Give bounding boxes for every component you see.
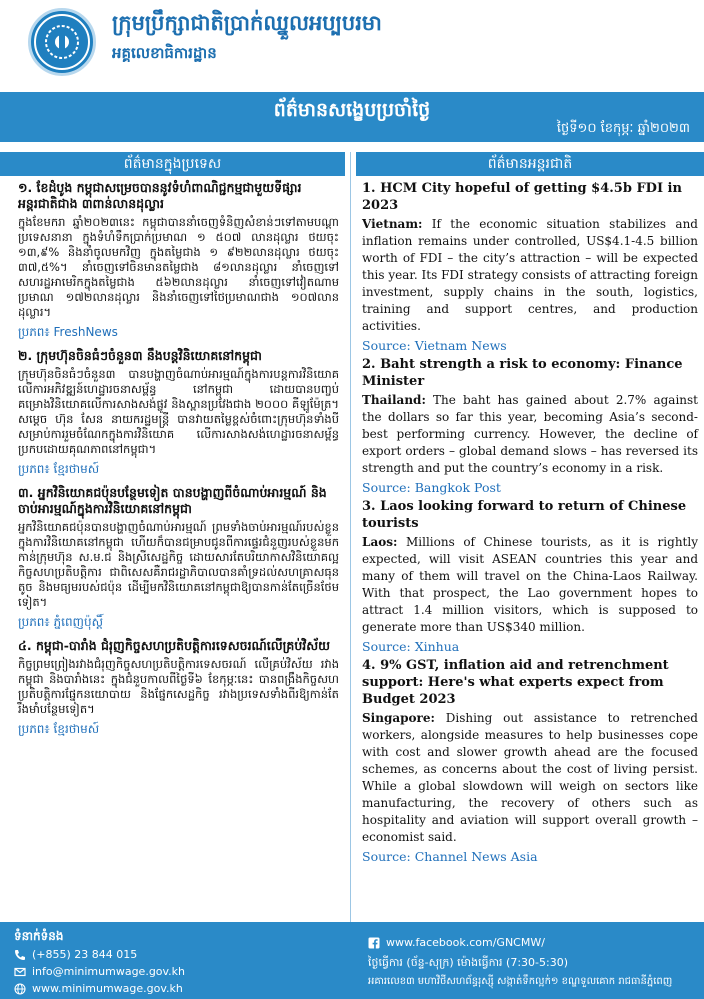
article-country: Laos: — [362, 535, 398, 549]
domestic-news-heading: ព័ត៌មានក្នុងប្រទេស — [0, 152, 345, 176]
article-text: If the economic situation stabilizes and inflation remains under controlled, US$4.1-4.5 billion worth of FDI – the city’s attraction – will be expected this year. Its FDI strategy consists of attracting foreign investment, supply chains in the south, logistics, training and support centres, and production activities. — [362, 217, 698, 333]
article-country: Thailand: — [362, 393, 426, 407]
phone-number: (+855) 23 844 015 — [32, 948, 138, 961]
organization-subtitle: អគ្គលេខាធិការដ្ឋាន — [112, 44, 217, 62]
article-body — [356, 710, 704, 846]
website-url: www.minimumwage.gov.kh — [32, 982, 183, 995]
column-divider — [350, 152, 351, 922]
office-address: អគារលេខ៣ មហាវិថីសហព័ន្ធរុស្ស៊ី សង្កាត់ទឹកល្អក់១ ខណ្ឌទួលគោក រាជធានីភ្នំពេញ — [368, 976, 673, 987]
international-article — [356, 498, 704, 654]
article-body — [356, 216, 704, 335]
article-body — [356, 392, 704, 477]
international-news-column — [356, 152, 704, 867]
article-source-link[interactable]: ប្រភព៖ FreshNews — [18, 325, 118, 339]
article-source-link[interactable]: Source: Xinhua — [362, 639, 460, 654]
article-title: 1. HCM City hopeful of getting $4.5b FDI in 2023 — [362, 181, 682, 213]
international-news-heading: ព័ត៌មានអន្តរជាតិ — [356, 152, 704, 176]
article-title: 3. Laos looking forward to return of Chinese tourists — [362, 499, 687, 531]
email-line[interactable] — [14, 965, 185, 978]
email-icon — [14, 966, 26, 978]
office-hours: ថ្ងៃធ្វើការ (ច័ន្ទ-សុក្រ) ម៉ោងធ្វើការ (7:30-5:30) — [368, 956, 568, 969]
article-source-link[interactable]: ប្រភព៖ ភ្នំពេញប៉ុស្តិ៍ — [18, 615, 104, 629]
article-source-link[interactable]: Source: Vietnam News — [362, 338, 507, 353]
international-article — [356, 180, 704, 353]
email-address: info@minimumwage.gov.kh — [32, 965, 186, 978]
article-source-link[interactable]: Source: Channel News Asia — [362, 849, 538, 864]
domestic-article — [0, 180, 345, 342]
article-title: ២. ក្រុមហ៊ុនចិនធំៗចំនួន៣ នឹងបន្តវិនិយោគនៅកម្ពុជា — [18, 348, 262, 363]
article-source-link[interactable]: ប្រភព៖ ខ្មែរថាមស៍ — [18, 722, 100, 736]
organization-name: ក្រុមប្រឹក្សាជាតិប្រាក់ឈ្នួលអប្បបរមា — [112, 11, 382, 35]
article-text: Dishing out assistance to retrenched workers, alongside measures to help businesses cope with cost and slower growth ahead are the focused schemes, as concerns about the cost of living persist. While a global slowdown will weigh on sectors like manufacturing, the recovery of others such as hospitality and aviation will support overall growth – economist said. — [362, 711, 698, 844]
facebook-line[interactable] — [368, 936, 545, 949]
article-body: កិច្ចព្រមព្រៀងរវាងជំរុញកិច្ចសហប្រតិបត្តិការទេសចរណ៍ លើគ្រប់វិស័យ រវាងកម្ពុជា និងបារាំងនេះ ក្នុងជំនួបកាលពីថ្ងៃទី៦ ខែកុម្ភៈនេះ បានពង្រឹងកិច្ចសហប្រតិបត្តិការផ្នែកនយោបាយ និងផ្នែកសេដ្ឋកិច្ច រវាងប្រទេសទាំងពីរឱ្យកាន់តែរឹងមាំបន្ថែមទៀត។ — [18, 657, 339, 716]
article-body: ក្នុងខែមករា ឆ្នាំ២០២៣នេះ កម្ពុជាបាននាំចេញទំនិញសំខាន់ៗទៅតាមបណ្តាប្រទេសនានា ក្នុងទំហំទឹកប្រាក់ប្រមាណ ១ ៥០៧ លានដុល្លារ ថយចុះ ១៣,៩% និងនាំចូលមកវិញ ក្នុងតម្លៃជាង ១ ៩២២លានដុល្លារ ថយចុះ ៣៧,៥%។ នាំចេញទៅចិនមានតម្លៃជាង ៨១លានដុល្លារ នាំចេញទៅសហរដ្ឋអាមេរិកក្នុងតម្លៃជាង ៥៦២លានដុល្លារ នាំចេញទៅវៀតណាម ប្រមាណ ១៧២លានដុល្លារ និងនាំចេញទៅថៃប្រមាណជាង ១០៧លានដុល្លារ។ — [18, 215, 339, 319]
header — [0, 0, 704, 92]
article-title: 4. 9% GST, inflation aid and retrenchment support: Here's what experts expect from Budget 2023 — [362, 658, 669, 707]
article-title: ១. ខែដំបូង កម្ពុជាសម្រេចបាននូវទំហំពាណិជ្ជកម្មជាមួយទីផ្សារអន្តរជាតិជាង ៣ពាន់លានដុល្លារ — [18, 180, 302, 211]
article-title: ៤. កម្ពុជា-បារាំង ជំរុញកិច្ចសហប្រតិបត្តិការទេសចរណ៍លើគ្រប់វិស័យ — [18, 638, 331, 653]
phone-icon — [14, 949, 26, 961]
logo-emblem-icon — [31, 11, 93, 73]
article-source-link[interactable]: Source: Bangkok Post — [362, 480, 501, 495]
international-article — [356, 657, 704, 864]
international-article — [356, 356, 704, 495]
article-country: Vietnam: — [362, 217, 423, 231]
article-text: The baht has gained about 2.7% against the dollars so far this year, becoming Asia’s second-best performing currency. However, the decline of export orders – global demand slows – has reversed its strength and put the country’s economy in a risk. — [362, 393, 698, 475]
domestic-article — [0, 348, 345, 479]
organization-logo — [28, 8, 96, 76]
article-source-link[interactable]: ប្រភព៖ ខ្មែរថាមស៍ — [18, 462, 100, 476]
article-body — [356, 534, 704, 636]
article-body: ក្រុមហ៊ុនចិនធំៗចំនួន៣ បានបង្ហាញចំណាប់អារម្មណ៍ក្នុងការបន្តការវិនិយោគលើការអភិវឌ្ឍន៍ហេដ្ឋារចនាសម្ព័ន្ធ នៅកម្ពុជា ដោយបានបញ្ចប់គម្រោងវិនិយោគលើការសាងសង់ផ្លូវ និងស្ពានប្រវែងជាង ២០០០ គីឡូម៉ែត្រ។ សម្តេច ហ៊ុន សែន នាយករដ្ឋមន្ត្រី បានវាយតម្លៃខ្ពស់ចំពោះក្រុមហ៊ុនទាំងបី សម្រាប់ការរួមចំណែកក្នុងការវិនិយោគ លើការសាងសង់ហេដ្ឋារចនាសម្ព័ន្ធប្រកបដោយគុណភាពនៅកម្ពុជា។ — [18, 367, 339, 456]
title-banner — [0, 92, 704, 142]
article-text: Millions of Chinese tourists, as it is rightly expected, will visit ASEAN countries this year and many of them will travel on the China-Laos Railway. With that prospect, the Lao government hopes to attract 1.4 million visitors, which is supposed to generate more than US$340 million. — [362, 535, 698, 634]
domestic-news-column — [0, 152, 345, 745]
article-title: 2. Baht strength a risk to economy: Finance Minister — [362, 357, 683, 389]
article-title: ៣. អ្នកវិនិយោគជប៉ុនបន្ថែមទៀត បានបង្ហាញពីចំណាប់អារម្មណ៍ និងចាប់អារម្មណ៍ក្នុងការវិនិយោគនៅកម្ពុជា — [18, 485, 327, 516]
phone-line[interactable] — [14, 948, 137, 961]
article-body: អ្នកវិនិយោគជប៉ុនបានបង្ហាញចំណាប់អារម្មណ៍ ព្រមទាំងចាប់អារម្មណ៍របស់ខ្លួន ក្នុងការវិនិយោគនៅកម្ពុជា ហើយក៏បានជម្រាបជូនពីការផ្ទេរជំនួញរបស់ខ្លួនមកកាន់ក្រុមហ៊ុន ស.ម.ជ និងស្រីសេដ្ឋកិច្ច ដោយសារតែបរិយាកាសវិនិយោគល្អ កិច្ចសហប្រតិបត្តិការ ជាពិសេសគឺរាជរដ្ឋាភិបាលបានគាំទ្រដល់សហគ្រាសធុនតូច និងមធ្យមរបស់ជប៉ុន ដើម្បីមកវិនិយោគនៅកម្ពុជាឱ្យបានកាន់តែច្រើនថែមទៀត។ — [18, 520, 339, 609]
footer — [0, 922, 704, 999]
website-line[interactable] — [14, 982, 183, 995]
publication-date: ថ្ងៃទី១០ ខែកុម្ភៈ ឆ្នាំ២០២៣ — [556, 121, 690, 136]
article-country: Singapore: — [362, 711, 435, 725]
facebook-icon — [368, 937, 380, 949]
page-title: ព័ត៌មានសង្ខេបប្រចាំថ្ងៃ — [273, 99, 431, 121]
domestic-article — [0, 638, 345, 739]
facebook-url: www.facebook.com/GNCMW/ — [386, 936, 545, 949]
domestic-article — [0, 485, 345, 632]
contact-label: ទំនាក់ទំនង — [14, 929, 64, 943]
globe-icon — [14, 983, 26, 995]
